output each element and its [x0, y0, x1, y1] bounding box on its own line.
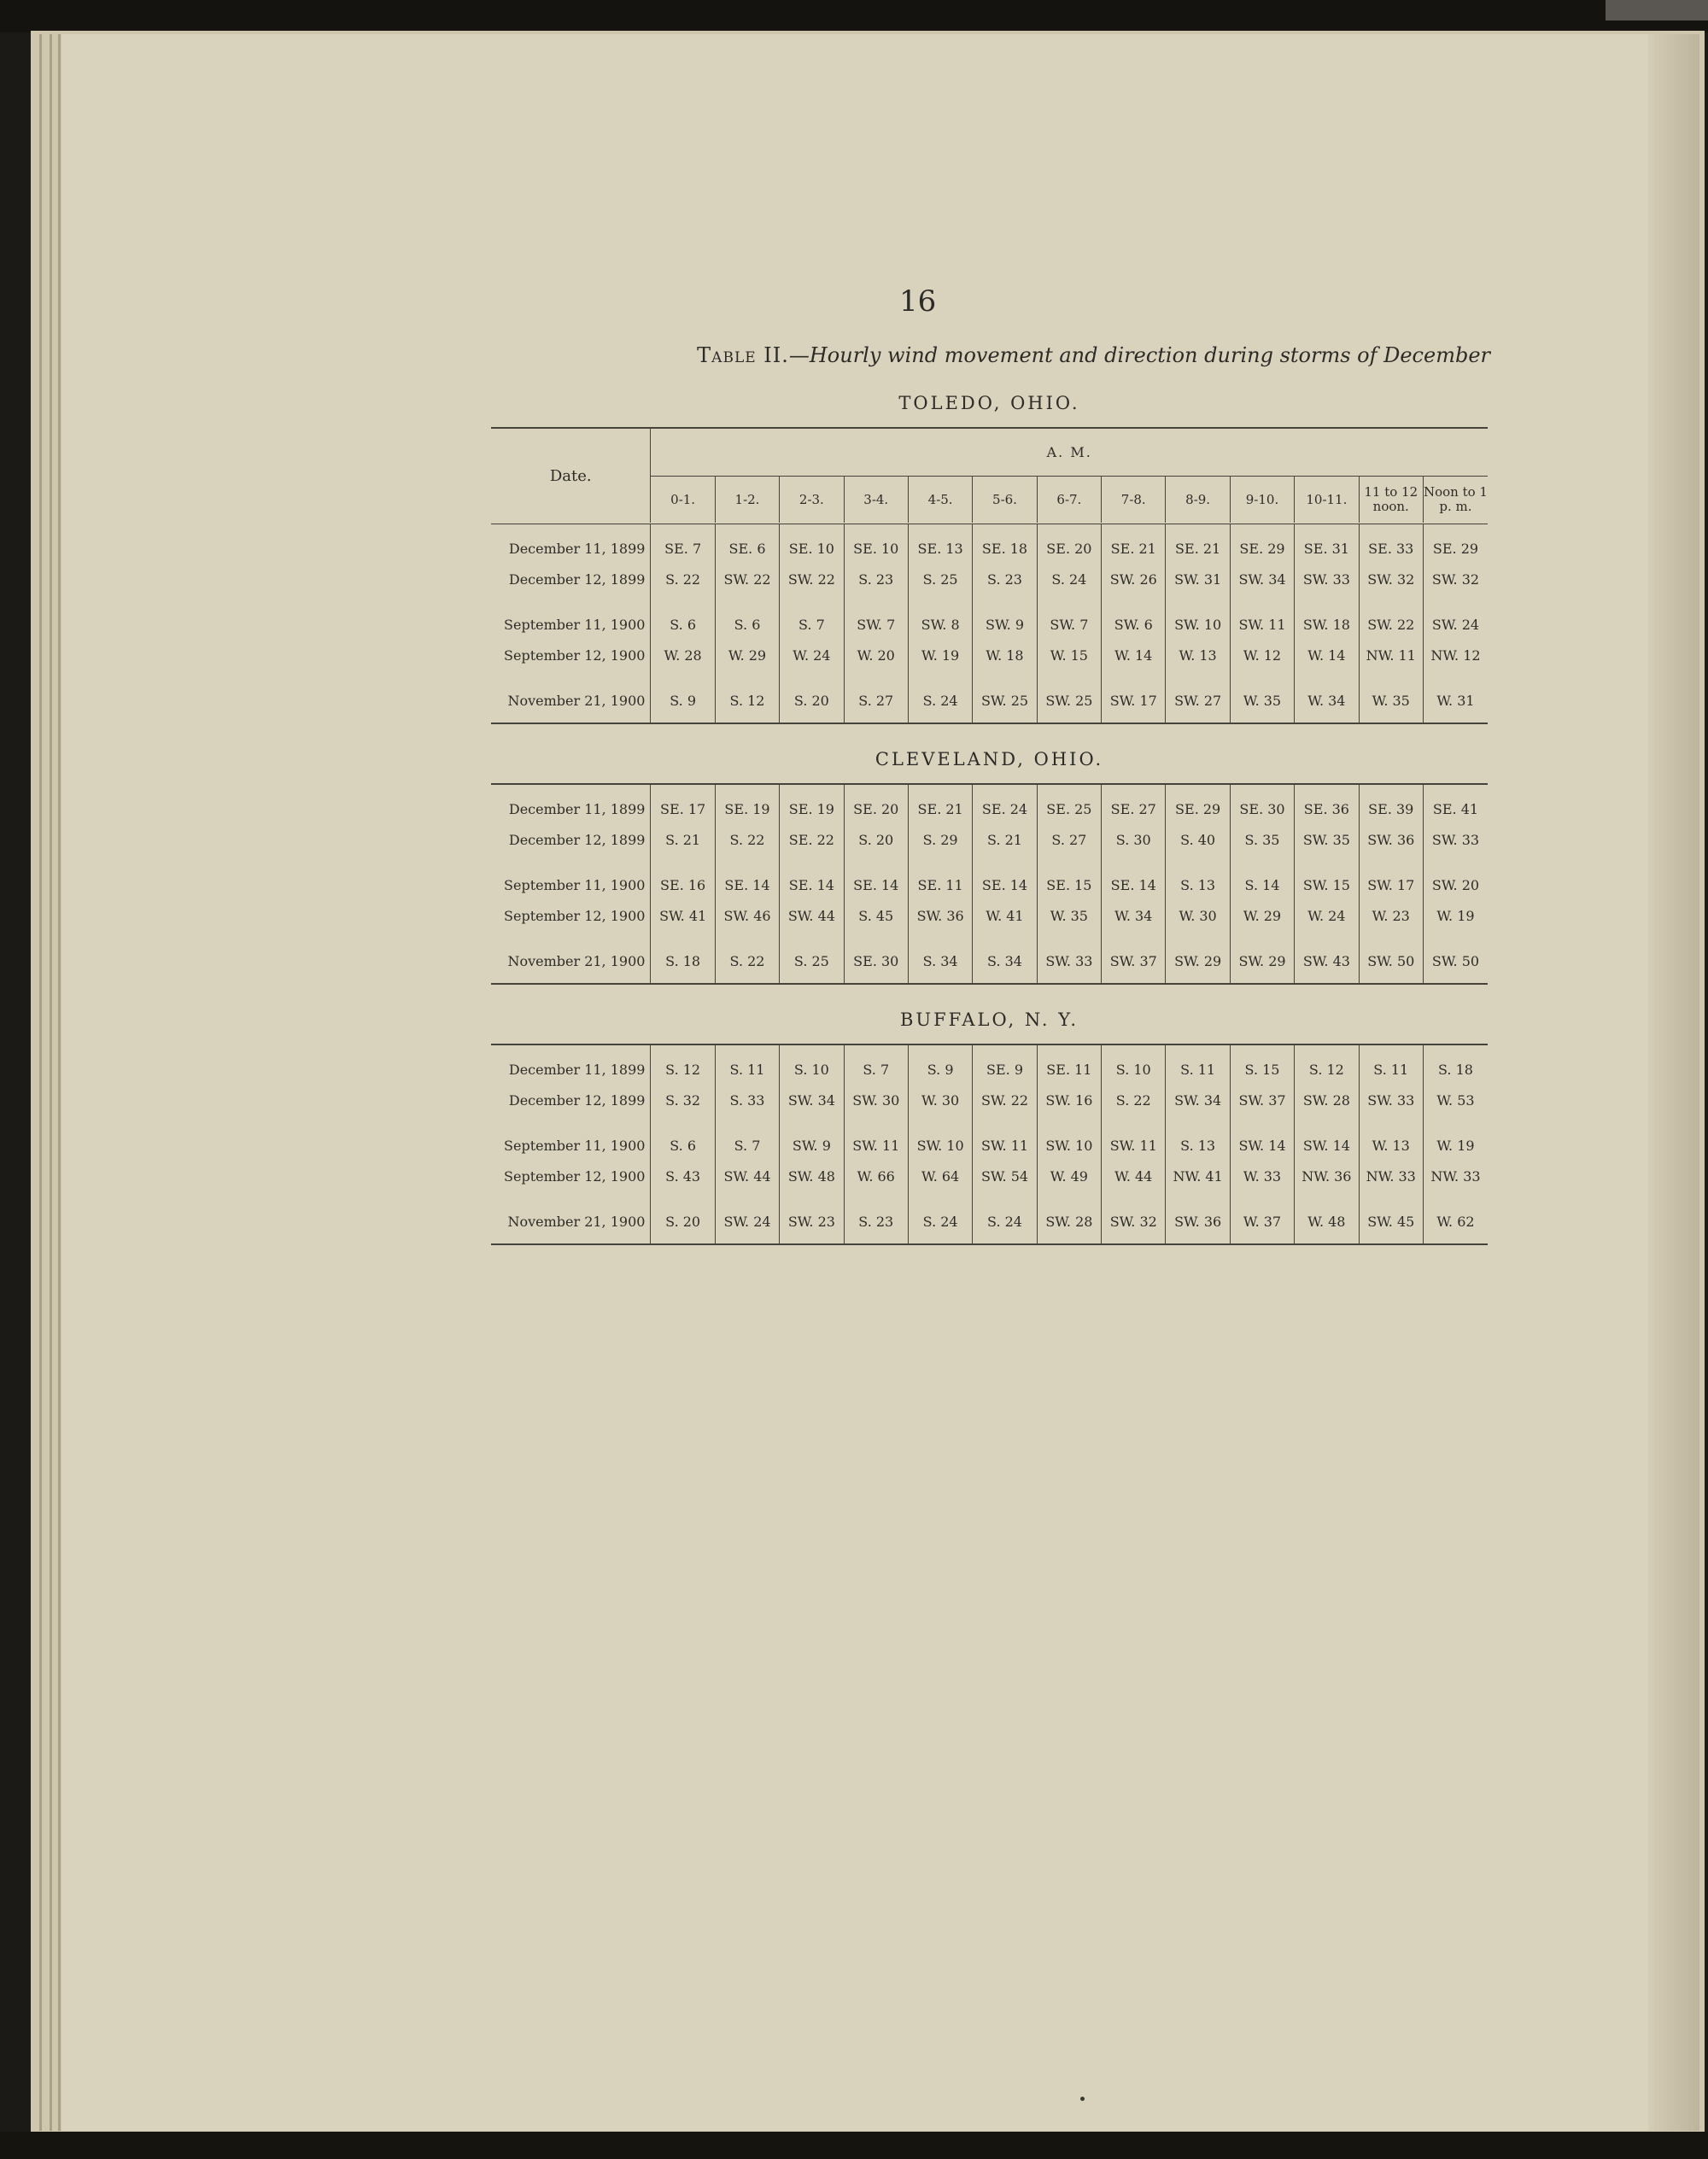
- wind-value-cell: SE. 14: [1102, 869, 1166, 900]
- hour-header: 9-10.: [1230, 477, 1294, 524]
- table-caption: [512, 343, 1490, 367]
- wind-value-cell: SW. 16: [1037, 1085, 1101, 1115]
- wind-value-cell: W. 30: [1166, 900, 1230, 931]
- wind-value-cell: SW. 32: [1102, 1206, 1166, 1237]
- wind-value-cell: SW. 20: [1423, 869, 1488, 900]
- wind-value-cell: SW. 10: [1166, 609, 1230, 640]
- table-row: [491, 869, 1488, 900]
- row-date: December 12, 1899: [508, 1091, 646, 1109]
- page-gutter-shade: [1648, 34, 1699, 2131]
- wind-value-cell: SW. 50: [1359, 945, 1423, 976]
- row-date: September 12, 1900: [504, 907, 646, 924]
- table-row: [491, 533, 1488, 564]
- hour-header: 7-8.: [1102, 477, 1166, 524]
- wind-value-cell: W. 35: [1037, 900, 1101, 931]
- table-row: [491, 900, 1488, 931]
- wind-value-cell: S. 24: [908, 685, 972, 716]
- am-period-header: A. M.: [651, 428, 1488, 477]
- wind-value-cell: SW. 31: [1166, 564, 1230, 594]
- wind-value-cell: S. 22: [651, 564, 715, 594]
- wind-value-cell: SE. 24: [973, 793, 1037, 824]
- wind-value-cell: S. 9: [651, 685, 715, 716]
- wind-value-cell: S. 40: [1166, 824, 1230, 855]
- wind-value-cell: S. 11: [1166, 1054, 1230, 1085]
- row-date: September 11, 1900: [504, 1137, 646, 1154]
- wind-value-cell: SE. 6: [715, 533, 779, 564]
- wind-value-cell: NW. 11: [1359, 640, 1423, 670]
- wind-value-cell: SE. 18: [973, 533, 1037, 564]
- wind-value-cell: SW. 34: [1166, 1085, 1230, 1115]
- table-row: [491, 640, 1488, 670]
- wind-value-cell: S. 9: [908, 1054, 972, 1085]
- page-edge-line: [50, 34, 52, 2131]
- wind-value-cell: S. 18: [1423, 1054, 1488, 1085]
- wind-value-cell: SW. 26: [1102, 564, 1166, 594]
- wind-value-cell: SW. 18: [1295, 609, 1359, 640]
- table-caption-text: —Hourly wind movement and direction during storms of December: [788, 343, 1490, 367]
- wind-value-cell: S. 34: [973, 945, 1037, 976]
- wind-value-cell: SE. 13: [908, 533, 972, 564]
- table-row: [491, 1161, 1488, 1191]
- wind-value-cell: W. 13: [1359, 1130, 1423, 1161]
- wind-value-cell: W. 29: [715, 640, 779, 670]
- table-header: [491, 427, 1488, 523]
- wind-value-cell: SW. 22: [780, 564, 844, 594]
- hour-header: 0-1.: [651, 477, 715, 524]
- wind-value-cell: W. 64: [908, 1161, 972, 1191]
- wind-value-cell: SW. 11: [844, 1130, 908, 1161]
- row-date: December 12, 1899: [508, 831, 646, 848]
- table-row: [491, 824, 1488, 855]
- wind-value-cell: S. 23: [844, 564, 908, 594]
- table-row: [491, 1130, 1488, 1161]
- wind-value-cell: SW. 6: [1102, 609, 1166, 640]
- wind-value-cell: W. 15: [1037, 640, 1101, 670]
- station-title-buffalo: BUFFALO, N. Y.: [899, 1009, 1079, 1030]
- wind-value-cell: S. 6: [651, 1130, 715, 1161]
- row-date: November 21, 1900: [507, 952, 646, 969]
- wind-value-cell: NW. 36: [1295, 1161, 1359, 1191]
- wind-value-cell: SW. 23: [780, 1206, 844, 1237]
- wind-value-cell: SW. 7: [1037, 609, 1101, 640]
- wind-value-cell: S. 27: [1037, 824, 1101, 855]
- wind-value-cell: SE. 20: [1037, 533, 1101, 564]
- wind-value-cell: S. 24: [908, 1206, 972, 1237]
- wind-value-cell: SE. 29: [1423, 533, 1488, 564]
- row-date: December 11, 1899: [508, 800, 646, 817]
- wind-value-cell: W. 49: [1037, 1161, 1101, 1191]
- wind-value-cell: SW. 33: [1295, 564, 1359, 594]
- wind-value-cell: SE. 9: [973, 1054, 1037, 1085]
- date-column-header: Date.: [549, 466, 592, 485]
- hour-header: 10-11.: [1295, 477, 1359, 524]
- wind-value-cell: S. 7: [844, 1054, 908, 1085]
- row-date: September 11, 1900: [504, 876, 646, 893]
- table-row: [491, 793, 1488, 824]
- wind-value-cell: SW. 24: [715, 1206, 779, 1237]
- scan-frame-bottom: [0, 2132, 1708, 2159]
- wind-value-cell: W. 28: [651, 640, 715, 670]
- table-row: [491, 609, 1488, 640]
- wind-value-cell: S. 34: [908, 945, 972, 976]
- wind-value-cell: SE. 15: [1037, 869, 1101, 900]
- wind-value-cell: S. 25: [908, 564, 972, 594]
- wind-value-cell: S. 27: [844, 685, 908, 716]
- wind-value-cell: SW. 22: [715, 564, 779, 594]
- wind-value-cell: SE. 33: [1359, 533, 1423, 564]
- wind-value-cell: W. 19: [1423, 900, 1488, 931]
- hour-header: 3-4.: [844, 477, 908, 524]
- table-row: [491, 1085, 1488, 1115]
- wind-value-cell: SW. 41: [651, 900, 715, 931]
- wind-value-cell: NW. 33: [1359, 1161, 1423, 1191]
- wind-value-cell: S. 22: [715, 824, 779, 855]
- wind-value-cell: S. 21: [651, 824, 715, 855]
- wind-value-cell: SW. 37: [1230, 1085, 1294, 1115]
- wind-value-cell: S. 21: [973, 824, 1037, 855]
- wind-value-cell: SW. 46: [715, 900, 779, 931]
- station-table-toledo: [491, 524, 1488, 724]
- wind-value-cell: S. 7: [715, 1130, 779, 1161]
- wind-value-cell: W. 44: [1102, 1161, 1166, 1191]
- wind-value-cell: W. 14: [1102, 640, 1166, 670]
- wind-value-cell: SE. 21: [1166, 533, 1230, 564]
- paper-speck: [1080, 2097, 1085, 2101]
- hour-header: 4-5.: [908, 477, 972, 524]
- wind-value-cell: SW. 15: [1295, 869, 1359, 900]
- wind-value-cell: S. 18: [651, 945, 715, 976]
- wind-value-cell: SE. 7: [651, 533, 715, 564]
- wind-value-cell: SW. 54: [973, 1161, 1037, 1191]
- wind-value-cell: SW. 9: [973, 609, 1037, 640]
- wind-value-cell: S. 25: [780, 945, 844, 976]
- wind-value-cell: SW. 10: [908, 1130, 972, 1161]
- wind-value-cell: W. 35: [1230, 685, 1294, 716]
- wind-value-cell: W. 62: [1423, 1206, 1488, 1237]
- wind-value-cell: S. 24: [1037, 564, 1101, 594]
- wind-value-cell: SE. 19: [780, 793, 844, 824]
- wind-value-cell: S. 22: [1102, 1085, 1166, 1115]
- wind-value-cell: SE. 25: [1037, 793, 1101, 824]
- page-edge-line: [39, 34, 42, 2131]
- wind-value-cell: SW. 34: [780, 1085, 844, 1115]
- table-caption-lead: Table II.: [697, 343, 789, 367]
- wind-value-cell: SW. 44: [715, 1161, 779, 1191]
- wind-value-cell: W. 34: [1295, 685, 1359, 716]
- table-row: [491, 1054, 1488, 1085]
- wind-value-cell: S. 23: [973, 564, 1037, 594]
- wind-value-cell: SW. 7: [844, 609, 908, 640]
- wind-value-cell: SW. 22: [1359, 609, 1423, 640]
- wind-value-cell: W. 12: [1230, 640, 1294, 670]
- wind-value-cell: S. 29: [908, 824, 972, 855]
- scan-frame-top: [0, 0, 1708, 32]
- page-number: 16: [899, 284, 937, 319]
- wind-value-cell: S. 10: [780, 1054, 844, 1085]
- row-date: November 21, 1900: [507, 692, 646, 709]
- wind-value-cell: SE. 29: [1230, 533, 1294, 564]
- hour-header: 6-7.: [1037, 477, 1101, 524]
- wind-value-cell: SW. 8: [908, 609, 972, 640]
- wind-value-cell: W. 53: [1423, 1085, 1488, 1115]
- wind-value-cell: S. 10: [1102, 1054, 1166, 1085]
- hour-header: 5-6.: [973, 477, 1037, 524]
- wind-value-cell: SW. 36: [1359, 824, 1423, 855]
- station-title-toledo: TOLEDO, OHIO.: [898, 393, 1080, 413]
- wind-value-cell: S. 12: [715, 685, 779, 716]
- wind-value-cell: SW. 50: [1423, 945, 1488, 976]
- wind-value-cell: S. 32: [651, 1085, 715, 1115]
- wind-value-cell: W. 35: [1359, 685, 1423, 716]
- wind-value-cell: SW. 48: [780, 1161, 844, 1191]
- wind-value-cell: SW. 27: [1166, 685, 1230, 716]
- wind-value-cell: W. 19: [1423, 1130, 1488, 1161]
- wind-value-cell: W. 31: [1423, 685, 1488, 716]
- scan-corner-mark: [1606, 0, 1708, 20]
- wind-value-cell: SW. 25: [973, 685, 1037, 716]
- wind-value-cell: SE. 22: [780, 824, 844, 855]
- wind-value-cell: W. 24: [780, 640, 844, 670]
- wind-value-cell: SW. 32: [1423, 564, 1488, 594]
- wind-value-cell: S. 24: [973, 1206, 1037, 1237]
- wind-value-cell: SE. 27: [1102, 793, 1166, 824]
- wind-value-cell: SW. 33: [1359, 1085, 1423, 1115]
- wind-value-cell: SW. 34: [1230, 564, 1294, 594]
- wind-value-cell: S. 20: [780, 685, 844, 716]
- wind-value-cell: SE. 20: [844, 793, 908, 824]
- wind-value-cell: SW. 17: [1359, 869, 1423, 900]
- table-row: [491, 945, 1488, 976]
- wind-value-cell: SE. 29: [1166, 793, 1230, 824]
- wind-value-cell: NW. 33: [1423, 1161, 1488, 1191]
- wind-value-cell: S. 13: [1166, 869, 1230, 900]
- wind-value-cell: SE. 10: [780, 533, 844, 564]
- wind-value-cell: W. 24: [1295, 900, 1359, 931]
- wind-value-cell: NW. 12: [1423, 640, 1488, 670]
- wind-value-cell: SW. 37: [1102, 945, 1166, 976]
- wind-value-cell: SE. 41: [1423, 793, 1488, 824]
- row-date: September 12, 1900: [504, 647, 646, 664]
- hour-header: 8-9.: [1166, 477, 1230, 524]
- row-date: September 11, 1900: [504, 616, 646, 633]
- wind-value-cell: SE. 14: [715, 869, 779, 900]
- wind-value-cell: W. 33: [1230, 1161, 1294, 1191]
- wind-value-cell: W. 66: [844, 1161, 908, 1191]
- hour-header: Noon to 1 p. m.: [1423, 477, 1488, 524]
- wind-value-cell: SW. 11: [973, 1130, 1037, 1161]
- wind-value-cell: SW. 10: [1037, 1130, 1101, 1161]
- wind-value-cell: SE. 11: [908, 869, 972, 900]
- wind-value-cell: W. 41: [973, 900, 1037, 931]
- row-date: November 21, 1900: [507, 1213, 646, 1230]
- wind-value-cell: SE. 31: [1295, 533, 1359, 564]
- wind-value-cell: S. 20: [651, 1206, 715, 1237]
- wind-value-cell: S. 6: [651, 609, 715, 640]
- wind-value-cell: SW. 36: [908, 900, 972, 931]
- wind-value-cell: W. 34: [1102, 900, 1166, 931]
- hour-header: 11 to 12 noon.: [1359, 477, 1423, 524]
- wind-value-cell: SE. 11: [1037, 1054, 1101, 1085]
- wind-value-cell: S. 12: [651, 1054, 715, 1085]
- wind-value-cell: SE. 39: [1359, 793, 1423, 824]
- wind-value-cell: SW. 29: [1230, 945, 1294, 976]
- wind-value-cell: SW. 44: [780, 900, 844, 931]
- wind-value-cell: S. 45: [844, 900, 908, 931]
- table-row: [491, 1206, 1488, 1237]
- row-date: December 11, 1899: [508, 1061, 646, 1078]
- wind-value-cell: W. 14: [1295, 640, 1359, 670]
- wind-value-cell: SW. 25: [1037, 685, 1101, 716]
- wind-value-cell: S. 15: [1230, 1054, 1294, 1085]
- wind-value-cell: W. 23: [1359, 900, 1423, 931]
- wind-value-cell: SW. 11: [1102, 1130, 1166, 1161]
- wind-value-cell: S. 14: [1230, 869, 1294, 900]
- wind-value-cell: SW. 43: [1295, 945, 1359, 976]
- hour-header: 2-3.: [780, 477, 844, 524]
- row-date: September 12, 1900: [504, 1167, 646, 1185]
- wind-value-cell: W. 18: [973, 640, 1037, 670]
- wind-value-cell: SE. 19: [715, 793, 779, 824]
- wind-value-cell: NW. 41: [1166, 1161, 1230, 1191]
- wind-value-cell: SW. 14: [1230, 1130, 1294, 1161]
- table-row: [491, 564, 1488, 594]
- wind-value-cell: SW. 28: [1037, 1206, 1101, 1237]
- wind-value-cell: SE. 14: [973, 869, 1037, 900]
- wind-value-cell: S. 6: [715, 609, 779, 640]
- wind-value-cell: W. 48: [1295, 1206, 1359, 1237]
- wind-value-cell: W. 30: [908, 1085, 972, 1115]
- wind-value-cell: S. 22: [715, 945, 779, 976]
- wind-value-cell: SW. 33: [1423, 824, 1488, 855]
- wind-value-cell: SW. 9: [780, 1130, 844, 1161]
- wind-value-cell: S. 11: [715, 1054, 779, 1085]
- wind-value-cell: SW. 35: [1295, 824, 1359, 855]
- wind-value-cell: S. 7: [780, 609, 844, 640]
- page-edge-line: [58, 34, 61, 2131]
- wind-value-cell: SW. 29: [1166, 945, 1230, 976]
- wind-value-cell: SE. 10: [844, 533, 908, 564]
- wind-value-cell: SW. 14: [1295, 1130, 1359, 1161]
- wind-value-cell: SE. 16: [651, 869, 715, 900]
- hour-header: 1-2.: [715, 477, 779, 524]
- row-date: December 12, 1899: [508, 570, 646, 588]
- wind-value-cell: SE. 30: [1230, 793, 1294, 824]
- wind-value-cell: S. 33: [715, 1085, 779, 1115]
- wind-value-cell: W. 37: [1230, 1206, 1294, 1237]
- wind-value-cell: W. 19: [908, 640, 972, 670]
- station-table-buffalo: [491, 1044, 1488, 1245]
- wind-value-cell: SW. 11: [1230, 609, 1294, 640]
- wind-value-cell: SW. 30: [844, 1085, 908, 1115]
- wind-value-cell: S. 30: [1102, 824, 1166, 855]
- wind-value-cell: SW. 32: [1359, 564, 1423, 594]
- wind-value-cell: S. 43: [651, 1161, 715, 1191]
- wind-value-cell: SW. 28: [1295, 1085, 1359, 1115]
- wind-value-cell: SW. 36: [1166, 1206, 1230, 1237]
- table-row: [491, 685, 1488, 716]
- wind-value-cell: SW. 45: [1359, 1206, 1423, 1237]
- wind-value-cell: SW. 17: [1102, 685, 1166, 716]
- wind-value-cell: S. 35: [1230, 824, 1294, 855]
- wind-value-cell: SE. 36: [1295, 793, 1359, 824]
- wind-value-cell: W. 13: [1166, 640, 1230, 670]
- wind-value-cell: SW. 24: [1423, 609, 1488, 640]
- wind-value-cell: SE. 21: [1102, 533, 1166, 564]
- wind-value-cell: S. 12: [1295, 1054, 1359, 1085]
- wind-value-cell: SE. 14: [780, 869, 844, 900]
- wind-value-cell: SW. 22: [973, 1085, 1037, 1115]
- wind-value-cell: S. 11: [1359, 1054, 1423, 1085]
- station-title-cleveland: CLEVELAND, OHIO.: [874, 749, 1104, 769]
- wind-value-cell: S. 23: [844, 1206, 908, 1237]
- wind-value-cell: SE. 14: [844, 869, 908, 900]
- wind-value-cell: SE. 30: [844, 945, 908, 976]
- wind-value-cell: W. 29: [1230, 900, 1294, 931]
- wind-value-cell: SW. 33: [1037, 945, 1101, 976]
- wind-value-cell: S. 13: [1166, 1130, 1230, 1161]
- wind-value-cell: W. 20: [844, 640, 908, 670]
- wind-value-cell: S. 20: [844, 824, 908, 855]
- wind-value-cell: SE. 17: [651, 793, 715, 824]
- station-table-cleveland: [491, 783, 1488, 985]
- wind-value-cell: SE. 21: [908, 793, 972, 824]
- row-date: December 11, 1899: [508, 540, 646, 557]
